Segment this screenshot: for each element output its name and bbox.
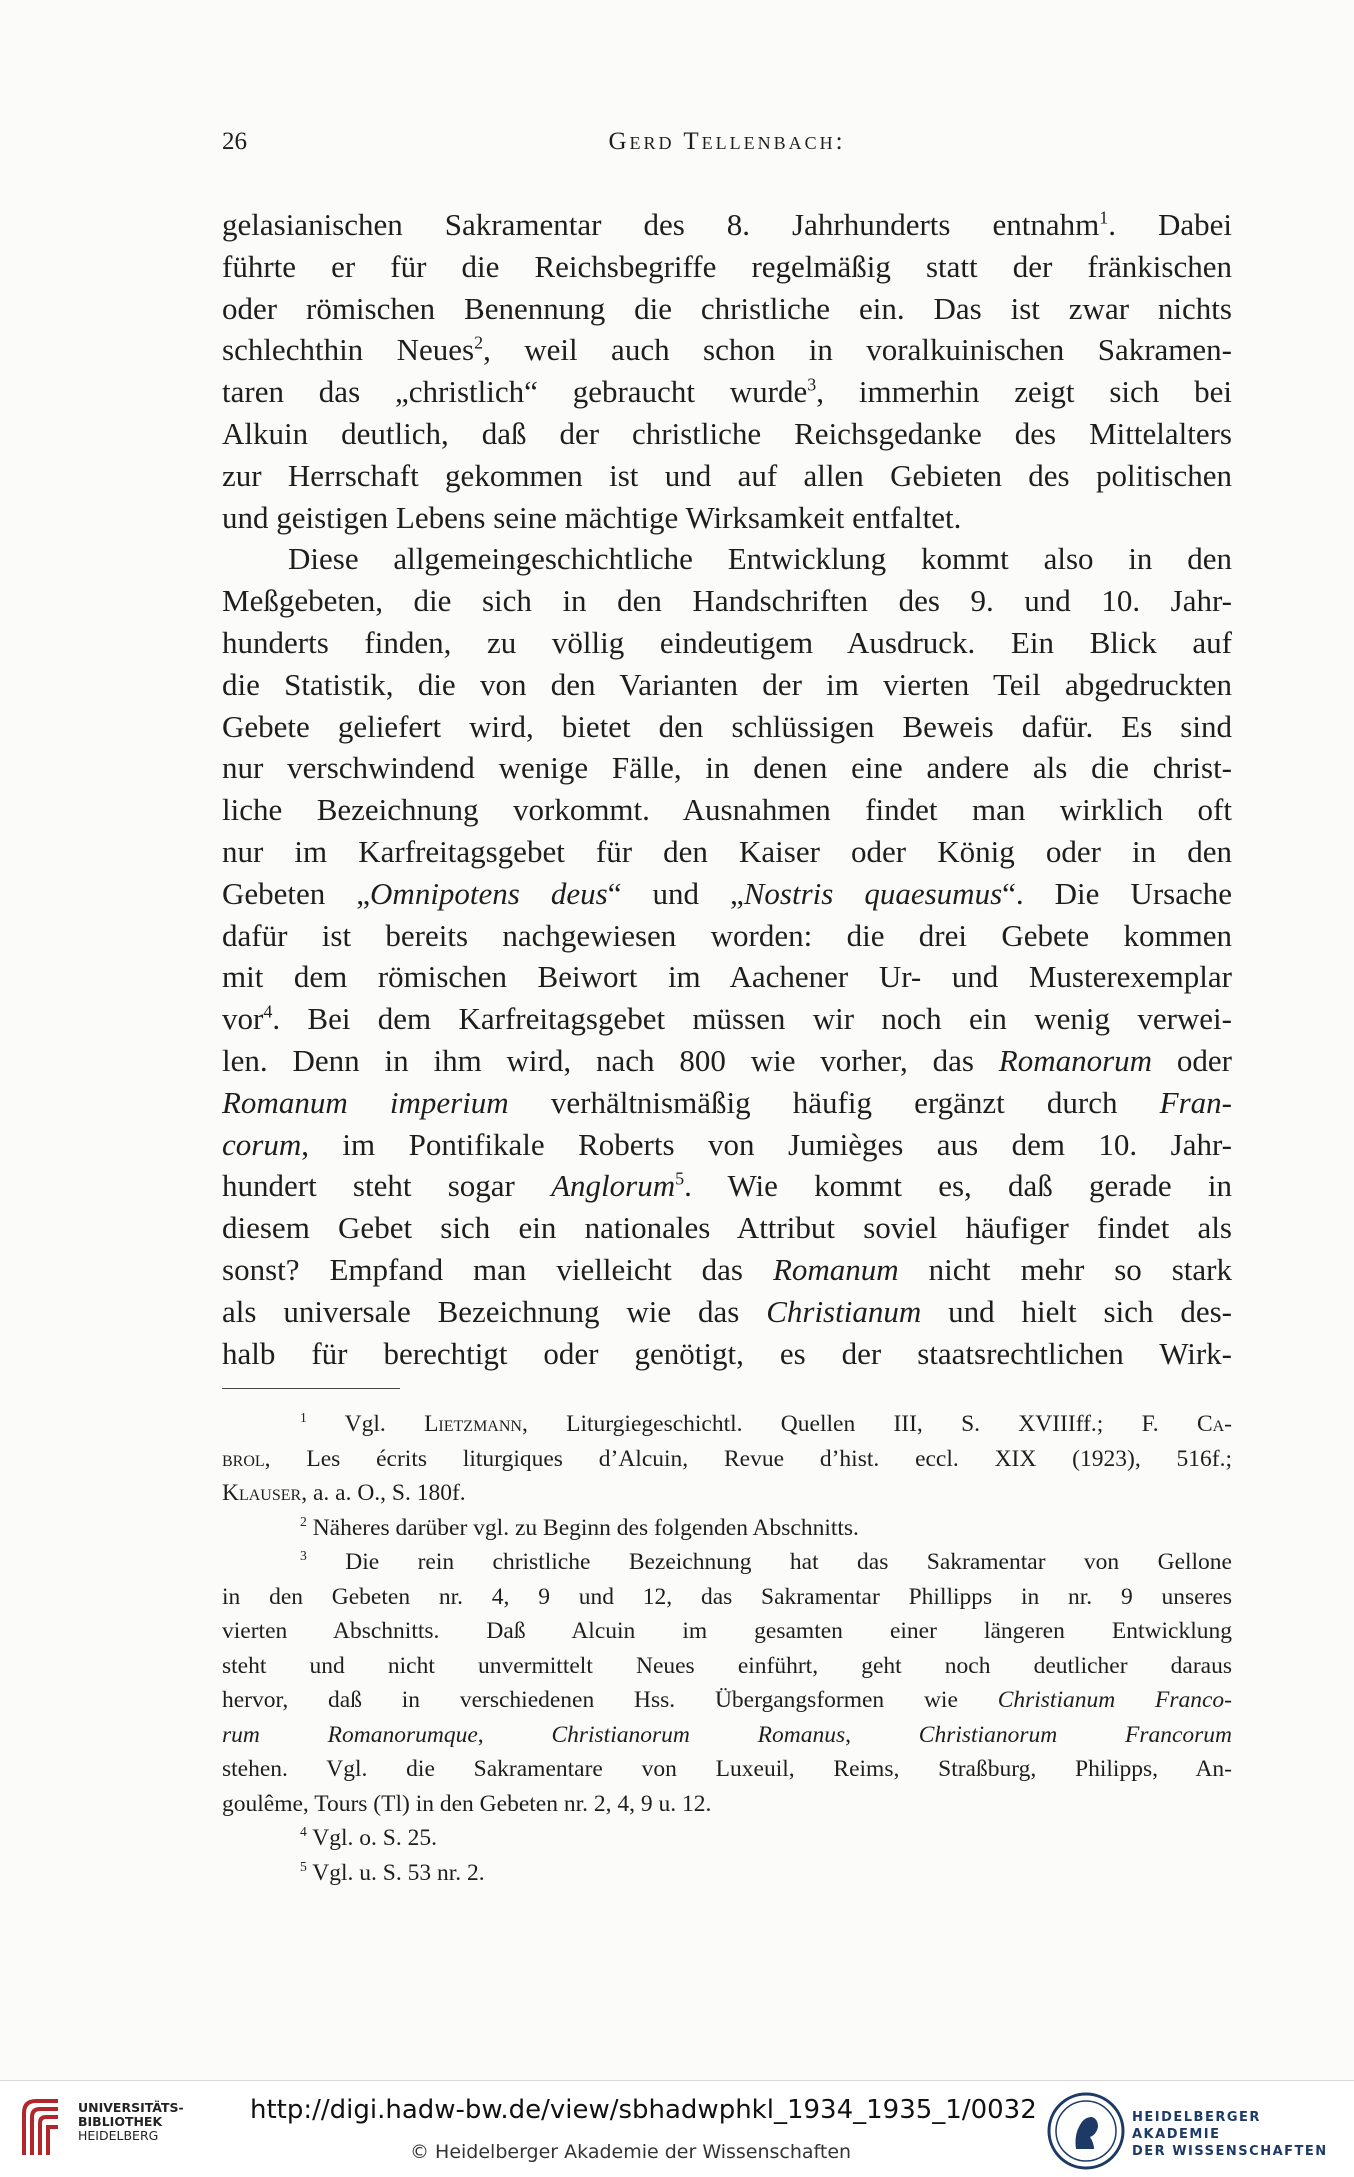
page-number: 26 (222, 128, 247, 155)
university-library-logo-icon (14, 2095, 76, 2161)
text-line: Romanum imperium verhältnismäßig häufig ergänzt durch Fran- (222, 1084, 1232, 1120)
text-line: Gebete geliefert wird, bietet den schlüssigen Beweis dafür. Es sind (222, 708, 1232, 744)
text-line: hundert steht sogar Anglorum$^5$. Wie kommt es, daß gerade in (222, 1168, 1232, 1204)
viewer-footer (0, 2080, 1354, 2177)
library-name-line: HEIDELBERG (78, 2128, 159, 2143)
footnote-line: in den Gebeten nr. 4, 9 und 12, das Sakramentar Phillipps in nr. 9 unseres (222, 1583, 1232, 1610)
footnotes (222, 1407, 1232, 1890)
footnote-line: Klauser, a. a. O., S. 180f. (222, 1480, 466, 1506)
text-line: taren das „christlich“ gebraucht wurde$^3$, immerhin zeigt sich bei (222, 374, 1232, 410)
text-line: corum, im Pontifikale Roberts von Jumièges aus dem 10. Jahr- (222, 1126, 1232, 1162)
text-line: halb für berechtigt oder genötigt, es der staatsrechtlichen Wirk- (222, 1335, 1232, 1371)
footnote-line: steht und nicht unvermittelt Neues einführt, geht noch deutlicher daraus (222, 1652, 1232, 1679)
text-line: nur im Karfreitagsgebet für den Kaiser oder König oder in den (222, 833, 1232, 869)
text-line: Alkuin deutlich, daß der christliche Reichsgedanke des Mittelalters (222, 415, 1232, 451)
text-line: hunderts finden, zu völlig eindeutigem Ausdruck. Ein Blick auf (222, 624, 1232, 660)
text-line: mit dem römischen Beiwort im Aachener Ur- und Musterexemplar (222, 959, 1232, 995)
footnote-line: vierten Abschnitts. Daß Alcuin im gesamten einer längeren Entwicklung (222, 1618, 1232, 1644)
text-line: vor$^4$. Bei dem Karfreitagsgebet müssen wir noch ein wenig verwei- (222, 1001, 1232, 1037)
text-line: Meßgebeten, die sich in den Handschriften des 9. und 10. Jahr- (222, 583, 1232, 619)
text-line: diesem Gebet sich ein nationales Attribut soviel häufiger findet als (222, 1210, 1232, 1246)
text-line: liche Bezeichnung vorkommt. Ausnahmen findet man wirklich oft (222, 792, 1232, 828)
text-line: dafür ist bereits nachgewiesen worden: die drei Gebete kommen (222, 917, 1232, 953)
footnote-divider (222, 1388, 400, 1389)
permalink-url[interactable]: http://digi.hadw-bw.de/view/sbhadwphkl_1934_1935_1/0032 (250, 2095, 1037, 2125)
footnote-line: goulême, Tours (Tl) in den Gebeten nr. 2, 4, 9 u. 12. (222, 1790, 712, 1817)
footnote-line: $^3$ Die rein christliche Bezeichnung hat das Sakramentar von Gellone (300, 1548, 1232, 1575)
text-line: gelasianischen Sakramentar des 8. Jahrhunderts entnahm$^1$. Dabei (222, 207, 1232, 242)
academy-seal-icon (1046, 2091, 1126, 2171)
text-line: führte er für die Reichsbegriffe regelmäßig statt der fränkischen (222, 248, 1232, 284)
copyright-notice: © Heidelberger Akademie der Wissenschaften (410, 2141, 852, 2163)
footnote-line: $^5$ Vgl. u. S. 53 nr. 2. (300, 1858, 485, 1886)
text-line: len. Denn in ihm wird, nach 800 wie vorher, das Romanorum oder (222, 1042, 1232, 1078)
footnote-line: hervor, daß in verschiedenen Hss. Übergangsformen wie Christianum Franco- (222, 1687, 1233, 1713)
footnote-line: rum Romanorumque, Christianorum Romanus, Christianorum Francorum (222, 1721, 1233, 1748)
library-name-line: UNIVERSITÄTS- (78, 2100, 184, 2115)
academy-name (1132, 2109, 1354, 2160)
main-text (222, 204, 1232, 1374)
running-head: Gerd Tellenbach: (608, 128, 846, 155)
page-header (222, 128, 1232, 168)
text-line: Gebeten „Omnipotens deus“ und „Nostris quaesumus“. Die Ursache (222, 875, 1232, 911)
text-line: als universale Bezeichnung wie das Christianum und hielt sich des- (222, 1293, 1232, 1329)
academy-name-line: HEIDELBERGER AKADEMIE (1132, 2110, 1261, 2142)
footnote-line: brol, Les écrits liturgiques d’Alcuin, Revue d’hist. eccl. XIX (1923), 516f.; (222, 1445, 1232, 1472)
footnote-line: $^1$ Vgl. Lietzmann, Liturgiegeschichtl. Quellen III, S. XVIIIff.; F. Ca- (300, 1410, 1232, 1437)
text-line: oder römischen Benennung die christliche ein. Das ist zwar nichts (222, 290, 1232, 326)
text-line: zur Herrschaft gekommen ist und auf allen Gebieten des politischen (222, 457, 1232, 493)
text-line: die Statistik, die von den Varianten der im vierten Teil abgedruckten (222, 666, 1232, 702)
text-line: sonst? Empfand man vielleicht das Romanum nicht mehr so stark (222, 1251, 1232, 1287)
text-line: Diese allgemeingeschichtliche Entwicklung kommt also in den (288, 541, 1232, 577)
text-line: schlechthin Neues$^2$, weil auch schon in voralkuinischen Sakramen- (222, 332, 1233, 368)
footnote-line: stehen. Vgl. die Sakramentare von Luxeuil, Reims, Straßburg, Philipps, An- (222, 1756, 1232, 1782)
footnote-line: $^2$ Näheres darüber vgl. zu Beginn des folgenden Abschnitts. (300, 1513, 859, 1541)
footnote-line: $^4$ Vgl. o. S. 25. (300, 1824, 437, 1851)
university-library-name (78, 2101, 184, 2143)
text-line: nur verschwindend wenige Fälle, in denen eine andere als die christ- (222, 750, 1232, 786)
academy-name-line: DER WISSENSCHAFTEN (1132, 2144, 1328, 2159)
text-line: und geistigen Lebens seine mächtige Wirksamkeit entfaltet. (222, 499, 962, 535)
library-name-line: BIBLIOTHEK (78, 2114, 163, 2129)
